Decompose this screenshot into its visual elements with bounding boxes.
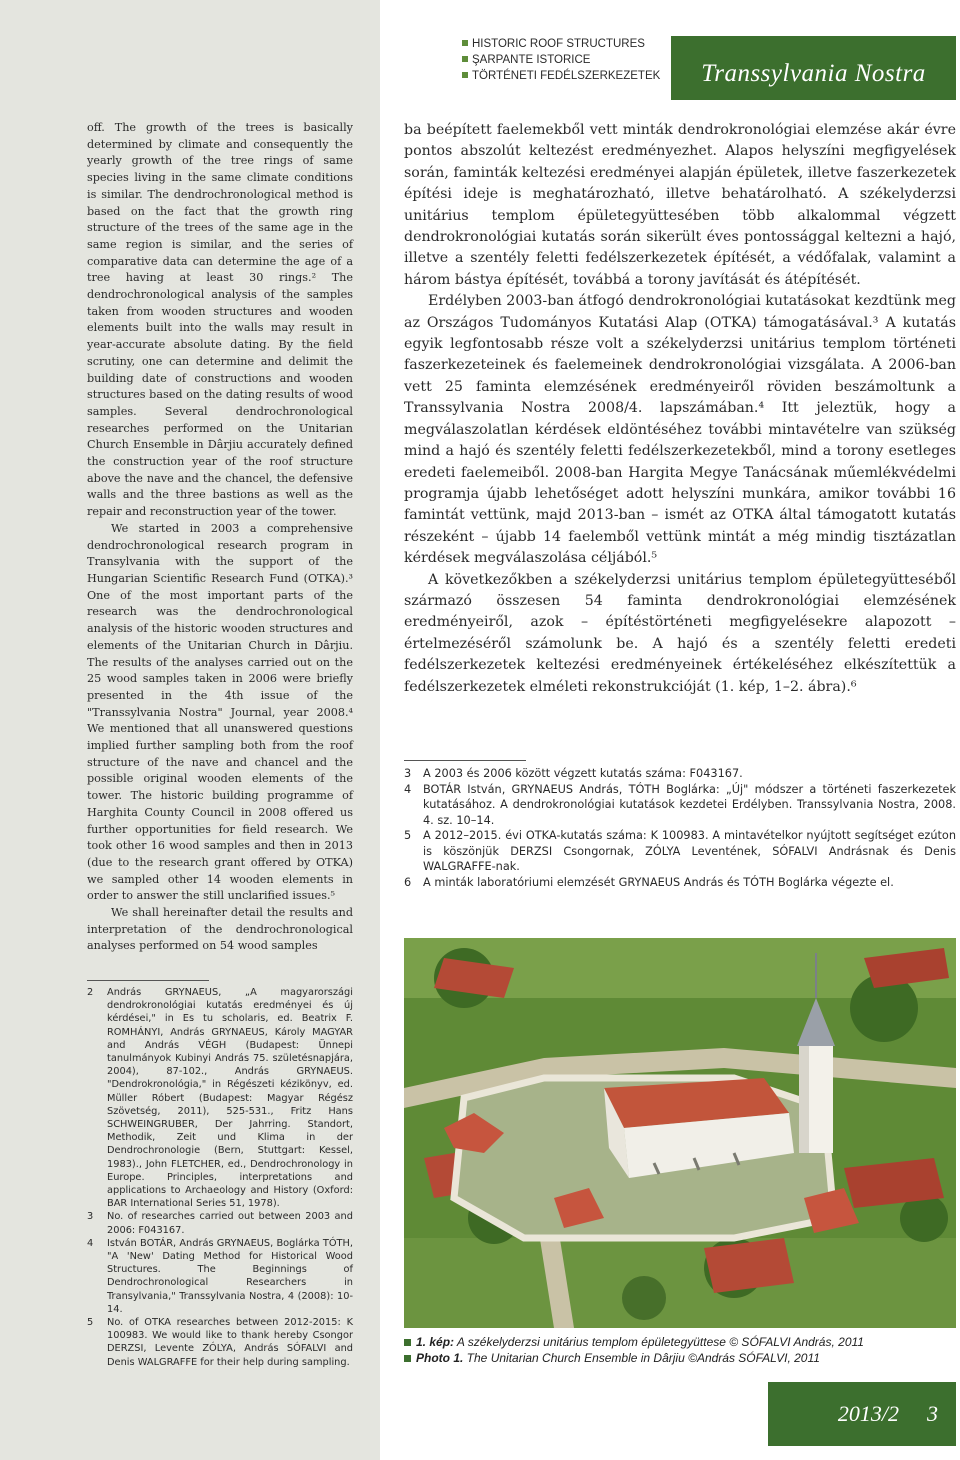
footnote: 3 A 2003 és 2006 között végzett kutatás száma: F043167. <box>404 767 743 780</box>
body-paragraph: A következőkben a székelyderzsi unitárius templom épületegyütteséből származó összesen 54 faminta dendrokronológiai elemzésének eredményeiről, azok – építéstörténeti megfigyelésekre alapozott – értelmezéséről számolunk be. A hajó és a szentély feletti eredeti fedélszerkezetek keltezési eredményeinek értékeléséhez elkészítettük a fedélszerkezetek elméleti rekonstrukcióját (1. kép, 1–2. ábra).⁶ <box>404 571 956 695</box>
caption-english: Photo 1. The Unitarian Church Ensemble in Dârjiu ©András SÓFALVI, 2011 <box>404 1350 956 1366</box>
footnote-separator <box>87 980 209 981</box>
footnote: 4 BOTÁR István, GRYNAEUS András, TÓTH Boglárka: „Új" módszer a történeti faszerkezetek kutatásához. A dendrokronológiai kutatások kezdetei Erdélyben. Transsylvania Nostra, 2008. 4. sz. 10–14. <box>404 782 956 827</box>
church-aerial-illustration <box>404 938 956 1328</box>
hungarian-text-column <box>404 120 956 698</box>
page-number: 3 <box>927 1401 938 1426</box>
footnote: 4 István BOTÁR, András GRYNAEUS, Boglárka TÓTH, "A 'New' Dating Method for Historical Wood Structures. The Beginnings of Dendrochronological Researchers in Transylvania," Transsylvania Nostra, 4 (2008): 10-14. <box>87 1237 353 1315</box>
footnote: 6 A minták laboratóriumi elemzését GRYNAEUS András és TÓTH Boglárka végezte el. <box>404 875 894 889</box>
footnote-separator <box>404 760 526 761</box>
journal-brand: Transsylvania Nostra <box>671 36 956 100</box>
issue-number: 2013/2 <box>837 1401 899 1426</box>
caption-hungarian: 1. kép: A székelyderzsi unitárius templom épületegyüttese © SÓFALVI András, 2011 <box>404 1334 956 1350</box>
footnote: 5 A 2012–2015. évi OTKA-kutatás száma: K 100983. A mintavételkor nyújtott segítséget ezúton is köszönjük DERZSI Csongornak, ZÓLYA Leventének, SÓFALVI Andrásnak és Denis WALGRAFFE-nak. <box>404 829 956 873</box>
photo-captions <box>404 1334 956 1366</box>
section-header-list <box>462 36 672 84</box>
footnote: 5 No. of OTKA researches between 2012-2015: K 100983. We would like to thank hereby Csongor DERZSI, Levente ZÓLYA, András SÓFALVI and Denis WALGRAFFE for their help during sampling. <box>87 1317 353 1368</box>
body-paragraph: Erdélyben 2003-ban átfogó dendrokronológiai kutatásokat kezdtünk meg az Országos Tudományos Kutatási Alap (OTKA) támogatásával.³ A kutatás egyik legfontosabb része volt a székelyderzsi unitárius templom történeti faszerkezeteinek és faelemeinek dendrokronológiai vizsgálata. A 2006-ban vett 25 faminta elemzésének eredményeiről röviden beszámoltunk a Transsylvania Nostra 2008/4. lapszámában.⁴ Itt jeleztük, hogy a megválaszolatlan kérdések eldöntéséhez további mintavételre van szükség mind a hajó és szentély feletti fedélszerkezetekből, mind a torony esetleges eredeti faelemeiből. 2008-ban Hargita Megye Tanácsának műemlékvédelmi programja újabb lehetőséget adott helyszíni munkára, amikor további 16 famintát vettünk, majd 2013-ban – ismét az OTKA által támogatott kutatás részeként – újabb 14 faelemből vettünk mintát a még mindig tisztázatlan kérdések megválaszolása céljából.⁵ <box>404 293 956 567</box>
header-item-romanian: ŞARPANTE ISTORICE <box>462 52 672 68</box>
body-paragraph: off. The growth of the trees is basically determined by climate and consequently the yearly growth of the tree rings of same species living in the same climate conditions is similar. The dendrochronological method is based on the fact that the growth ring structure of the trees of the same age in the same region is similar, and the series of comparative data can determine the age of a tree having at least 30 rings.² The dendrochronological analysis of the samples taken from wooden structures and wooden elements built into the walls may result in year-accurate absolute dating. By the field scrutiny, one can determine and delimit the building date of constructions and wooden structures based on the dating results of wood samples. Several dendrochronological researches performed on the Unitarian Church Ensemble in Dârjiu accurately defined the construction year of the roof structure above the nave and the chancel, the defensive walls and the three bastions as well as the repair and reconstruction year of the tower. <box>87 121 353 519</box>
issue-page-footer <box>768 1382 956 1446</box>
hungarian-footnotes <box>404 766 956 890</box>
church-aerial-photo <box>404 938 956 1328</box>
footnote: 2 András GRYNAEUS, „A magyarországi dendrokronológiai kutatás eredményei és új kérdései," in Es tu scholaris, ed. Beatrix F. ROMHÁNYI, András GRYNAEUS, Károly MAGYAR and András VÉGH (Budapest: Ünnepi tanulmányok Kubinyi András 75. születésnapjára, 2004), 87-102., András GRYNAEUS. "Dendrokronológia," in Régészeti kézikönyv, ed. Müller Róbert (Budapest: Magyar Régész Szövetség, 2011), 525-531., Fritz Hans SCHWEINGRUBER, Der Jahrring. Standort, Methodik, Zeit und Klima in der Dendrochronologie (Bern, Stuttgart: Kessel, 1983)., John FLETCHER, ed., Dendrochronology in Europe. Principles, interpretations and applications to Archaeology and History (Oxford: BAR International Series 51, 1978). <box>87 987 353 1210</box>
footnote: 3 No. of researches carried out between 2003 and 2006: F043167. <box>87 1211 353 1236</box>
header-item-english: HISTORIC ROOF STRUCTURES <box>462 36 672 52</box>
body-paragraph: ba beépített faelemekből vett minták dendrokronológiai elemzése akár évre pontos abszolút keltezést eredményezhet. Alapos helyszíni megfigyelések során, faminták keltezési eredményei alapján épületek, illetve faszerkezetek építési ideje is meghatározható, illetve behatárolható. A székelyderzsi unitárius templom épületegyüttesében több alkalommal végzett dendrokronológiai kutatás során sikerült éves pontossággal keltezni a hajó, illetve a szentély feletti fedélszerkezetek építését, a védőfalak, valamint a három bástya építését, továbbá a torony javítását és átépítését. <box>404 122 956 288</box>
header-item-hungarian: TÖRTÉNETI FEDÉLSZERKEZETEK <box>462 68 672 84</box>
body-paragraph: We started in 2003 a comprehensive dendrochronological research program in Transylvania with the support of the Hungarian Scientific Research Fund (OTKA).³ One of the most important parts of the research was the dendrochronological analysis of the historic wooden structures and elements of the Unitarian Church in Dârjiu. The results of the analyses carried out on the 25 wood samples taken in 2006 were briefly presented in the 4th issue of the "Transsylvania Nostra" Journal, year 2008.⁴ We mentioned that all unanswered questions implied further sampling both from the roof structure of the nave and chancel and the possible original wooden elements of the tower. The historic building programme of Harghita County Council in 2008 offered us further opportunities for field research. We took other 16 wood samples and then in 2013 (due to the research grant offered by OTKA) we sampled other 14 wooden elements in order to answer the still unclarified issues.⁵ <box>87 521 353 903</box>
english-text-column <box>87 120 353 955</box>
english-footnotes <box>87 986 353 1369</box>
body-paragraph: We shall hereinafter detail the results and interpretation of the dendrochronological analyses performed on 54 wood samples <box>87 906 353 953</box>
